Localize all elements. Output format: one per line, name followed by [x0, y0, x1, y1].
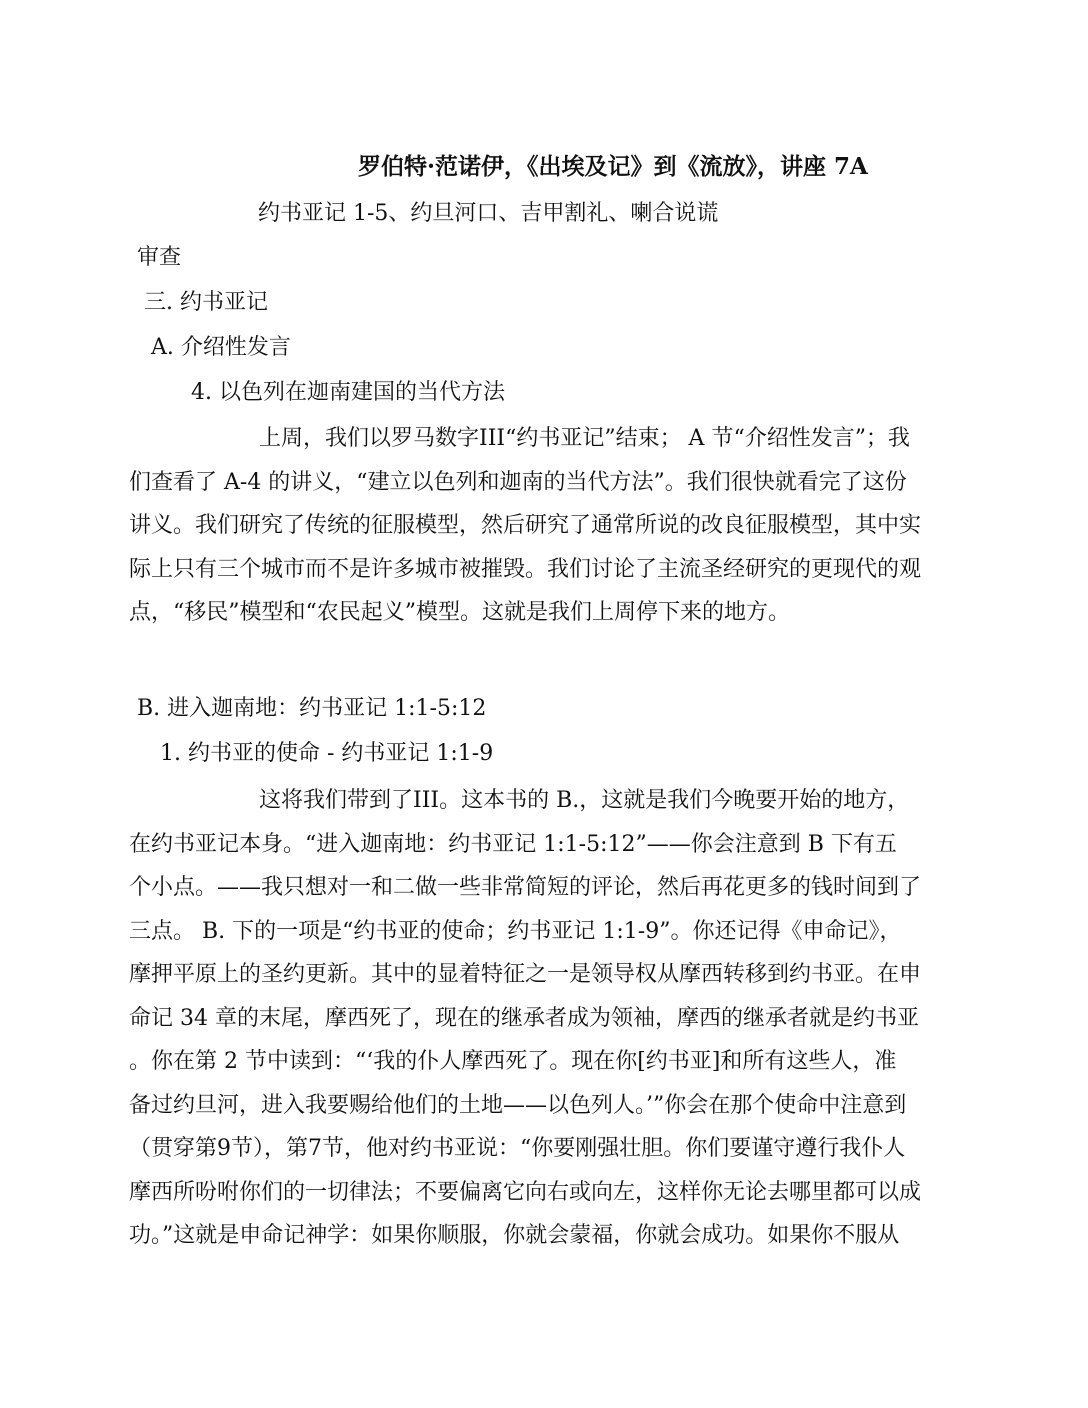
paragraph-2-line: 个小点。——我只想对一和二做一些非常简短的评论，然后再花更多的钱时间到了	[129, 875, 922, 900]
heading-b1: 1. 约书亚的使命 - 约书亚记 1:1-9	[160, 741, 494, 766]
paragraph-2-line: 摩西所吩咐你们的一切律法；不要偏离它向右或向左，这样你无论去哪里都可以成	[129, 1179, 922, 1205]
paragraph-2-line: 功。”这就是申命记神学：如果你顺服，你就会蒙福，你就会成功。如果你不服从	[129, 1223, 900, 1248]
paragraph-2-line: 摩押平原上的圣约更新。其中的显着特征之一是领导权从摩西转移到约书亚。在申	[129, 962, 922, 987]
paragraph-2	[129, 779, 969, 1258]
paragraph-2-line: 备过约旦河，进入我要赐给他们的土地——以色列人。’”你会在那个使命中注意到	[129, 1092, 907, 1118]
paragraph-2-line: 三点。 B. 下的一项是“约书亚的使命；约书亚记 1:1-9”。你还记得《申命记》，	[129, 918, 902, 944]
paragraph-2-line: （贯穿第9节），第7节，他对约书亚说：“你要刚强壮胆。你们要谨守遵行我仆人	[129, 1136, 906, 1161]
paragraph-1-line: 点，“移民”模型和“农民起义”模型。这就是我们上周停下来的地方。	[129, 600, 790, 625]
heading-a: A. 介绍性发言	[151, 335, 291, 360]
paragraph-1-line: 上周，我们以罗马数字III“约书亚记”结束； A 节“介绍性发言”；我	[259, 426, 910, 451]
paragraph-1-line: 们查看了 A-4 的讲义，“建立以色列和迦南的当代方法”。我们很快就看完了这份	[129, 469, 907, 495]
paragraph-2-line: 命记 34 章的末尾，摩西死了，现在的继承者成为领袖，摩西的继承者就是约书亚	[129, 1005, 919, 1031]
document-title: 罗伯特·范诺伊，《出埃及记》到《流放》，讲座 7A	[358, 153, 868, 180]
paragraph-1	[129, 417, 969, 635]
heading-section-3: 三. 约书亚记	[144, 290, 268, 315]
heading-review: 审查	[137, 245, 182, 270]
paragraph-2-line: 这将我们带到了III。这本书的 B.，这就是我们今晚要开始的地方，	[259, 788, 910, 813]
paragraph-2-line: 在约书亚记本身。“进入迦南地：约书亚记 1:1-5:12”——你会注意到 B 下有五	[129, 831, 897, 857]
paragraph-1-line: 际上只有三个城市而不是许多城市被摧毁。我们讨论了主流圣经研究的更现代的观	[129, 556, 922, 582]
heading-a4: 4. 以色列在迦南建国的当代方法	[191, 380, 505, 405]
paragraph-1-line: 讲义。我们研究了传统的征服模型，然后研究了通常所说的改良征服模型，其中实	[129, 513, 922, 538]
paragraph-2-line: 。你在第 2 节中读到：“‘我的仆人摩西死了。现在你[约书亚]和所有这些人，准	[129, 1049, 897, 1074]
heading-b: B. 进入迦南地：约书亚记 1:1-5:12	[137, 696, 487, 721]
document-subtitle: 约书亚记 1-5、约旦河口、吉甲割礼、喇合说谎	[258, 201, 719, 226]
